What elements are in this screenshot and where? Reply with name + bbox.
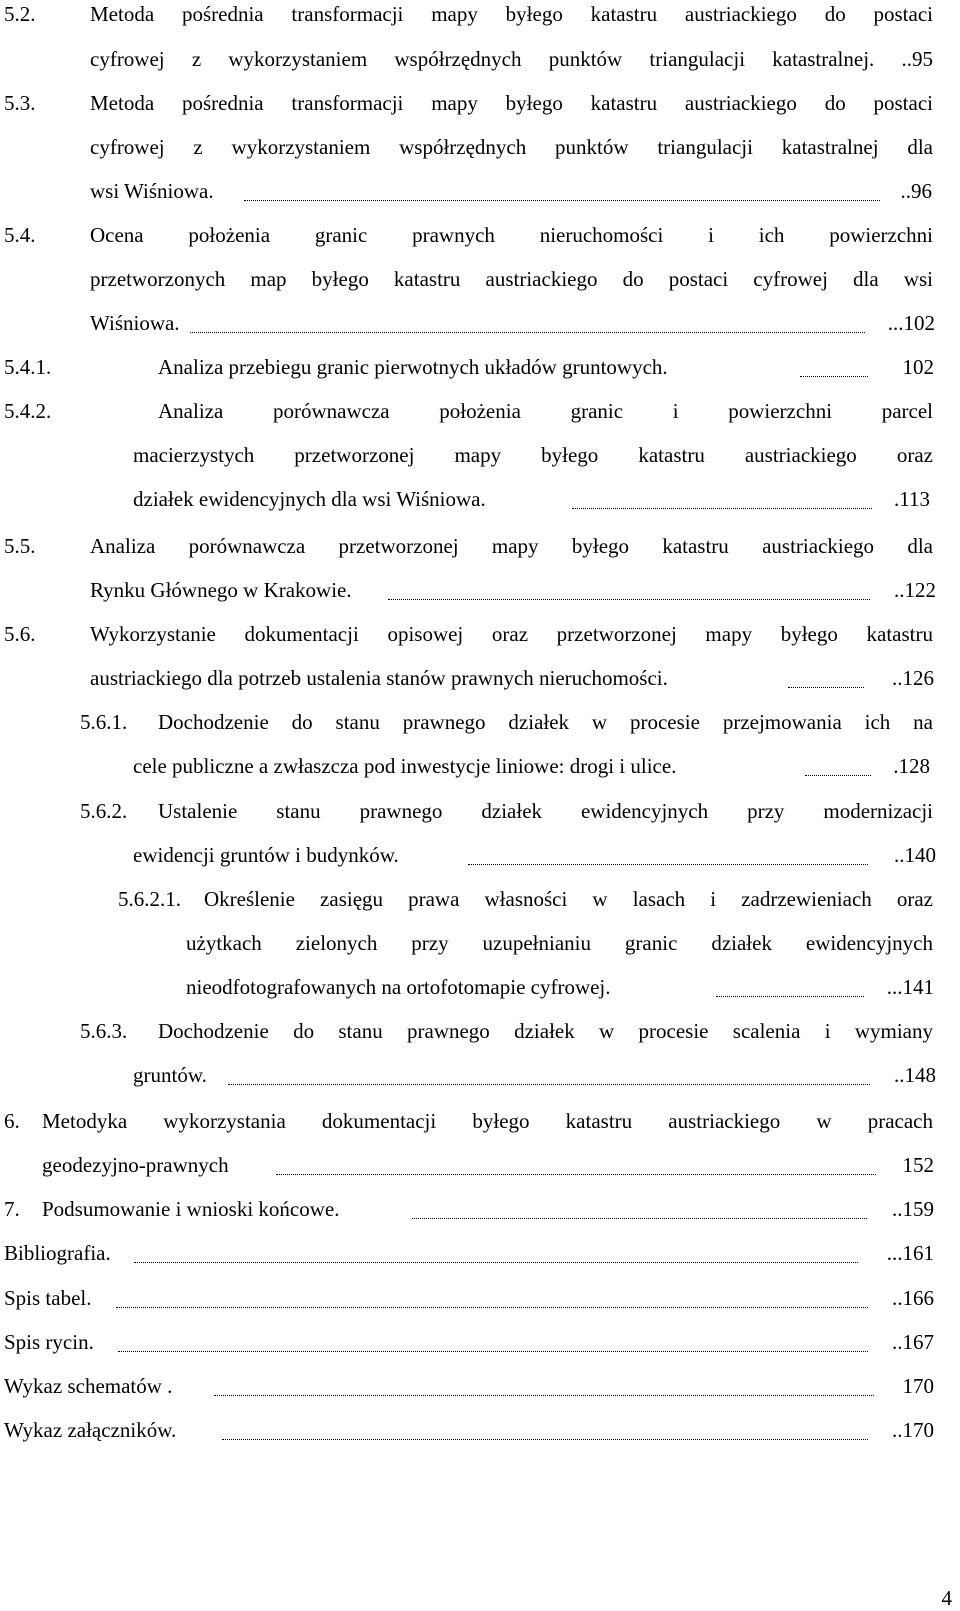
entry-title-line: cyfrowej z wykorzystaniem współrzędnych punktów triangulacji katastralnej dla — [90, 135, 933, 159]
dot-leader — [244, 181, 880, 201]
entry-page: ..96 — [900, 179, 932, 203]
dot-leader — [276, 1155, 876, 1175]
entry-page: .113 — [894, 487, 930, 511]
dot-leader — [134, 1243, 858, 1263]
entry-page: ..166 — [892, 1286, 934, 1310]
dot-leader — [118, 1332, 868, 1352]
entry-title-line: cele publiczne a zwłaszcza pod inwestycje liniowe: drogi i ulice. — [133, 754, 677, 778]
dot-leader — [800, 357, 868, 377]
entry-page: .128 — [893, 754, 930, 778]
entry-page: ...161 — [886, 1241, 934, 1265]
entry-title-line: Metoda pośrednia transformacji mapy byłego katastru austriackiego do postaci — [90, 2, 933, 26]
dot-leader — [388, 580, 870, 600]
entry-page: ..159 — [892, 1197, 934, 1221]
entry-title-line: Spis rycin. — [4, 1330, 94, 1354]
entry-title-line: Rynku Głównego w Krakowie. — [90, 578, 352, 602]
entry-title-line: przetworzonych map byłego katastru austriackiego do postaci cyfrowej dla wsi — [90, 267, 933, 291]
entry-title-line: Metodyka wykorzystania dokumentacji byłego katastru austriackiego w pracach — [42, 1109, 933, 1133]
dot-leader — [222, 1420, 868, 1440]
dot-leader — [468, 845, 868, 865]
entry-title-line: Określenie zasięgu prawa własności w lasach i zadrzewieniach oraz — [204, 887, 933, 911]
entry-title-line: austriackiego dla potrzeb ustalenia stanów prawnych nieruchomości. — [90, 666, 668, 690]
entry-title-line: gruntów. — [133, 1063, 207, 1087]
entry-title-line: Wykaz schematów . — [4, 1374, 173, 1398]
page-number: 4 — [941, 1586, 952, 1610]
entry-title-line: działek ewidencyjnych dla wsi Wiśniowa. — [133, 487, 486, 511]
entry-number: 5.6.2.1. — [118, 887, 181, 911]
entry-page: ..122 — [894, 578, 936, 602]
entry-title-line: Wiśniowa. — [90, 311, 180, 335]
dot-leader — [805, 756, 871, 776]
entry-page: ..170 — [892, 1418, 934, 1442]
entry-title-line: Podsumowanie i wnioski końcowe. — [42, 1197, 340, 1221]
entry-number: 5.6. — [4, 622, 36, 646]
entry-title-line: Dochodzenie do stanu prawnego działek w procesie scalenia i wymiany — [158, 1019, 933, 1043]
entry-title-line: Ustalenie stanu prawnego działek ewidencyjnych przy modernizacji — [158, 799, 933, 823]
entry-number: 5.2. — [4, 2, 36, 26]
entry-page: 170 — [902, 1374, 934, 1398]
entry-title-line: Ocena położenia granic prawnych nieruchomości i ich powierzchni — [90, 223, 933, 247]
entry-number: 5.4. — [4, 223, 36, 247]
entry-number: 5.4.1. — [4, 355, 52, 379]
entry-title-line: geodezyjno-prawnych — [42, 1153, 229, 1177]
entry-title-line: Analiza porównawcza przetworzonej mapy byłego katastru austriackiego dla — [90, 534, 933, 558]
entry-page: ...141 — [886, 975, 934, 999]
dot-leader — [572, 489, 872, 509]
entry-page: ..126 — [892, 666, 934, 690]
entry-number: 5.6.3. — [80, 1019, 128, 1043]
entry-title-line: Analiza przebiegu granic pierwotnych układów gruntowych. — [158, 355, 668, 379]
entry-title-line: ewidencji gruntów i budynków. — [133, 843, 399, 867]
dot-leader — [116, 1288, 868, 1308]
dot-leader — [214, 1376, 874, 1396]
entry-page: ..167 — [892, 1330, 934, 1354]
entry-number: 5.6.2. — [80, 799, 128, 823]
entry-number: 5.5. — [4, 534, 36, 558]
entry-title-line: Dochodzenie do stanu prawnego działek w procesie przejmowania ich na — [158, 710, 933, 734]
entry-page: ..140 — [894, 843, 936, 867]
entry-title-line: Metoda pośrednia transformacji mapy byłego katastru austriackiego do postaci — [90, 91, 933, 115]
entry-number: 7. — [4, 1197, 20, 1221]
entry-title-line: Wykorzystanie dokumentacji opisowej oraz przetworzonej mapy byłego katastru — [90, 622, 933, 646]
entry-page: ...102 — [887, 311, 935, 335]
dot-leader — [412, 1199, 867, 1219]
dot-leader — [716, 977, 864, 997]
entry-page: ..148 — [894, 1063, 936, 1087]
entry-title-line: wsi Wiśniowa. — [90, 179, 214, 203]
entry-number: 5.6.1. — [80, 710, 128, 734]
entry-title-line: użytkach zielonych przy uzupełnianiu granic działek ewidencyjnych — [186, 931, 933, 955]
dot-leader — [228, 1065, 870, 1085]
entry-title-line: Wykaz załączników. — [4, 1418, 177, 1442]
entry-title-line: macierzystych przetworzonej mapy byłego katastru austriackiego oraz — [133, 443, 933, 467]
entry-page: 152 — [902, 1153, 934, 1177]
entry-number: 5.4.2. — [4, 399, 52, 423]
entry-title-line: Bibliografia. — [4, 1241, 111, 1265]
entry-number: 6. — [4, 1109, 20, 1133]
entry-title-line: Spis tabel. — [4, 1286, 92, 1310]
entry-title-line: nieodfotografowanych na ortofotomapie cyfrowej. — [186, 975, 611, 999]
dot-leader — [788, 668, 864, 688]
entry-title-line: Analiza porównawcza położenia granic i powierzchni parcel — [158, 399, 933, 423]
dot-leader — [190, 313, 865, 333]
entry-page: 102 — [902, 355, 934, 379]
entry-title-line: cyfrowej z wykorzystaniem współrzędnych punktów triangulacji katastralnej. ..95 — [90, 47, 933, 71]
entry-number: 5.3. — [4, 91, 36, 115]
